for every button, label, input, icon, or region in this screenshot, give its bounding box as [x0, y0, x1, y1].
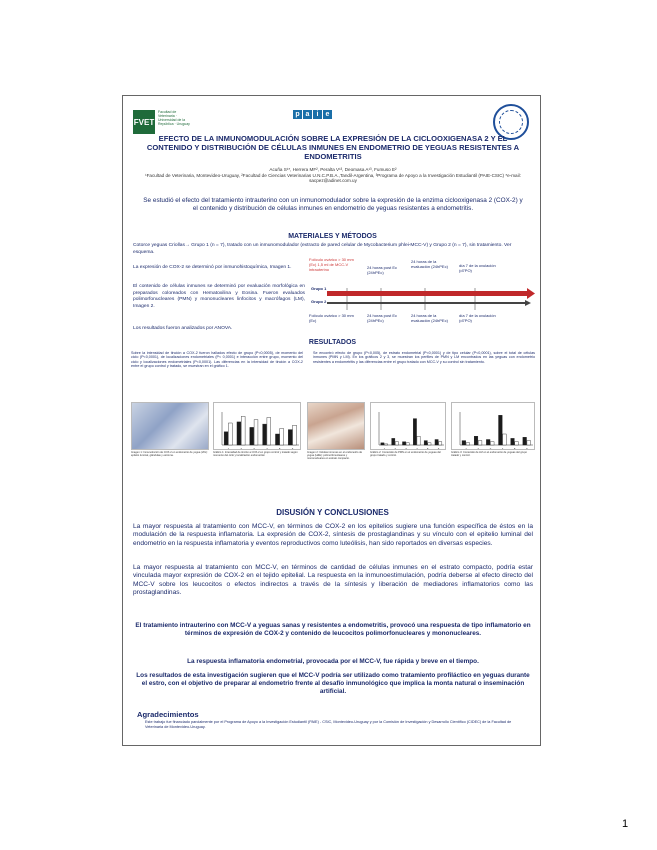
- page-number: 1: [622, 818, 629, 830]
- chart-bar: [515, 442, 519, 445]
- chart-axis: [222, 412, 299, 445]
- timeline-group2: Grupo 2: [311, 299, 327, 304]
- chart-bar: [474, 436, 478, 445]
- timeline-label: día 7 de la ovulación (d7PO): [459, 263, 496, 273]
- timeline-label: 24 horas post Ec (24hPEc): [367, 265, 398, 275]
- chart-tick-label: 3: [253, 447, 255, 450]
- methods-heading: MATERIALES Y MÉTODOS: [288, 233, 377, 240]
- poster: [122, 95, 541, 746]
- affiliations: ¹Facultad de Veterinaria, Montevideo-Uruguay, ²Facultad de Ciencias Veterinarias U.N.C.P.B.A.,Tandil-Argentina, ³Programa de Apoyo a la Investigación Estudiantil (PAIE-CSIC) *e-mail: sacpez@adinet.com.uy: [145, 172, 521, 184]
- chart-bar: [293, 425, 297, 445]
- graph-1: [213, 402, 301, 450]
- acknowledgements-text: Este trabajo fue financiado parcialmente por el Programa de Apoyo a la Investigación Estudiantil (PAIE) - CSIC, Montevideo-Uruguay y por la Comisión de Investigación y Desarrollo Científico (CIDEC) de la Facultad de Veterinaria de Montevideo-Uruguay.: [145, 720, 512, 729]
- graph-1-svg: [214, 403, 301, 450]
- timeline-group1: Grupo 1: [311, 286, 327, 291]
- chart-bar: [395, 442, 398, 445]
- methods-intro: Cotorce yeguas Criollas→ Grupo 1 (n = 7), tratado con un inmunomodulador (extracto de pared celular de Mycobacterium phlei-MCC-V) y Grupo 2 (n = 7), sin tratamiento. Ver esquema.: [133, 243, 512, 255]
- discussion-heading: DISUSIÓN Y CONCLUSIONES: [276, 508, 389, 517]
- experimental-timeline: [309, 258, 537, 338]
- chart-bar: [402, 442, 405, 445]
- chart-bar: [462, 441, 466, 445]
- chart-bar: [499, 415, 503, 445]
- chart-bar: [511, 438, 515, 445]
- histology-image-2: [307, 402, 365, 450]
- discussion-p1: La mayor respuesta al tratamiento con MCC-V, en términos de COX-2 en los epitelios sugiere una función específica de éstos en la modulación de la respuesta inflamatoria. La expresión de COX-2, síntesis de prostaglandinas y su vínculo con el epitelio luminal del endometrio en la respuesta inflamatoria y eventos reproductivos como luteólisis, han sido reportados en diversas especies.: [133, 523, 533, 547]
- caption-image-1: Imagen 1: Inmunotinción de COX-2 en endometrio de yegua (20x): epitelio luminal, glándulas y estroma.: [131, 451, 208, 458]
- methods-cox2: La expresión de COX-2 se determinó por inmunohistoquímica, Imagen 1.: [133, 265, 292, 270]
- conclusion-1: El tratamiento intrauterino con MCC-V a yeguas sanas y resistentes a endometritis, provocó una respuesta de tipo inflamatorio en términos de expresión de COX-2 y contenido de leucocitos polimorfonucleares y mononucleares.: [135, 622, 531, 637]
- chart-bar: [224, 432, 228, 445]
- chart-tick-label: 2: [477, 447, 480, 450]
- chart-bar: [486, 440, 490, 446]
- chart-tick-label: 4: [501, 447, 504, 450]
- chart-tick-label: 4: [266, 447, 268, 450]
- chart-axis: [379, 412, 444, 445]
- chart-bar: [417, 436, 420, 445]
- paie-letter: p: [293, 110, 302, 119]
- chart-tick-label: 5: [426, 447, 429, 450]
- timeline-label: 24 horas post Ec (24hPEc): [367, 313, 398, 323]
- graph-2: [370, 402, 446, 450]
- chart-bar: [384, 444, 387, 445]
- chart-bar: [406, 443, 409, 445]
- timeline-label: 24 horas de la evaluación (24hPEc): [411, 313, 448, 323]
- chart-bar: [228, 423, 232, 445]
- results-heading: RESULTADOS: [308, 339, 357, 346]
- chart-tick-label: 1: [383, 447, 386, 450]
- chart-bar: [241, 416, 245, 445]
- chart-tick-label: 4: [416, 447, 418, 450]
- chart-tick-label: 5: [513, 447, 516, 450]
- chart-bar: [254, 420, 258, 445]
- timeline-label: 24 horas de la evaluación (24hPEc): [411, 259, 448, 269]
- methods-immune-cells: El contenido de células inmunes se determinó por evaluación morfológica en preparados coloreados con Hematoxilina y Eosina. Fueron evaluados polimorfonucleares (PMN) y mononucleares linfocitos y macrófagos (LM), Imagen 2.: [133, 284, 305, 309]
- caption-graph-1: Gráfico 1: Intensidad de tinción a COX-2 en grupo control y tratado según momento del ciclo y localización endometrial.: [213, 451, 298, 458]
- chart-bar: [478, 441, 482, 445]
- chart-tick-label: 1: [465, 447, 467, 450]
- results-right: Se encontró efecto de grupo (P<0,005), de estrato endometrial (P<0,0001) y de tipo celular (P<0,0001), sobre el total de células inmunes (PMN y LM). En los gráficos 2 y 3, se muestran los perfiles de PMN y LM encontrados en las yeguas con endometrio resistentes a endometritis y las diferencias entre el grupo tratado con MCC-V y su control sin tratamiento.: [313, 351, 535, 364]
- timeline-label: Folículo ovárico > 30 mm (Ec): [309, 313, 354, 323]
- chart-bar: [413, 419, 416, 445]
- chart-tick-label: 5: [278, 447, 281, 450]
- chart-bar: [237, 422, 241, 445]
- chart-tick-label: 3: [405, 447, 407, 450]
- conclusion-2: La respuesta inflamatoria endometrial, provocada por el MCC-V, fue rápida y breve en el tiempo.: [187, 658, 479, 665]
- caption-graph-3: Gráfico 3: Contenido de LM en el endometrio de yeguas del grupo tratado y control.: [451, 451, 527, 458]
- acknowledgements-heading: Agradecimientos: [137, 710, 199, 719]
- chart-bar: [466, 443, 470, 445]
- graph-3-svg: [452, 403, 535, 450]
- paie-letter: e: [323, 110, 332, 119]
- chart-bar: [523, 437, 527, 445]
- results-left: Sobre la intensidad de tinción a COX-2 fueron hallados efecto de grupo (P<0,0005), de momento del ciclo (P<0,0001), de localizaciones endometriales (P< 0,0001) e interacción entre grupo, momento del ciclo y localizaciones endometriales (P<0,0001). Las diferencias en la intensidad de tinción a COX-2 entre el grupo control y tratado, se muestran en el gráfico 1.: [131, 351, 303, 369]
- chart-bar: [250, 427, 254, 445]
- chart-tick-label: 1: [227, 447, 230, 450]
- chart-bar: [288, 430, 292, 445]
- caption-graph-2: Gráfico 2: Contenido de PMN en el endometrio de yeguas del grupo tratado y control.: [370, 451, 441, 458]
- paie-letter: i: [313, 110, 322, 119]
- chart-bar: [263, 424, 267, 445]
- chart-tick-label: 2: [240, 447, 243, 450]
- histology-image-1: [131, 402, 209, 450]
- paie-letter: a: [303, 110, 312, 119]
- chart-bar: [392, 438, 395, 445]
- chart-bar: [424, 441, 427, 445]
- paie-logo: [293, 110, 332, 119]
- objective: Se estudió el efecto del tratamiento intrauterino con un inmunomodulador sobre la expresión de la enzima ciclooxigenasa 2 (COX-2) y el contenido y distribución de células inmunes en endometrio de yeguas resistentes a endometritis.: [143, 197, 523, 212]
- chart-axis: [460, 412, 533, 445]
- timeline-arrows: [309, 286, 537, 312]
- chart-tick-label: 3: [489, 447, 492, 450]
- fvet-logo-text: Facultad de Veterinaria · Universidad de la República · Uruguay: [158, 110, 190, 126]
- authors-block: [143, 167, 523, 184]
- chart-bar: [280, 429, 284, 446]
- fvet-logo-mark: FVET: [133, 110, 155, 134]
- chart-bar: [428, 443, 431, 445]
- discussion-p2: La mayor respuesta al tratamiento con MCC-V, en términos de cantidad de células inmunes en el estrato compacto, podría estar vinculada mayor expresión de COX-2 en el tejido epitelial. La respuesta en la inmunoestimulación, podría deberse al efecto directo del MCC-V sobre los leucocitos o efectos indirectos a través de la síntesis y liberación de mediadores inflamatorios como las prostaglandinas.: [133, 564, 533, 597]
- chart-bar: [267, 418, 271, 446]
- chart-bar: [381, 443, 384, 445]
- chart-bar: [490, 442, 494, 445]
- chart-tick-label: 6: [437, 447, 440, 450]
- chart-bar: [527, 441, 531, 445]
- chart-tick-label: 2: [394, 447, 397, 450]
- methods-anova: Los resultados fueron analizados por ANOVA.: [133, 326, 233, 331]
- chart-tick-label: 6: [526, 447, 528, 450]
- conclusion-3: Los resultados de esta investigación sugieren que el MCC-V podría ser utilizado como tratamiento profiláctico en yeguas durante el estro, con el objetivo de preparar al endometrio frente al desafío inmunológico que implica la monta natural o inseminación artificial.: [136, 672, 530, 695]
- poster-title: EFECTO DE LA INMUNOMODULACIÓN SOBRE LA EXPRESIÓN DE LA CICLOOXIGENASA 2 Y EL CONTENIDO Y DISTRIBUCIÓN DE CÉLULAS INMUNES EN ENDOMETRIO DE YEGUAS RESISTENTES A ENDOMETRITIS: [146, 134, 520, 161]
- caption-image-2: Imagen 2: Células inmunes en el endometrio de yegua (H&E): polimorfonucleares y mononucleares en estrato compacto.: [307, 451, 363, 461]
- chart-bar: [503, 434, 507, 445]
- chart-bar: [439, 442, 442, 445]
- timeline-label: Folículo ovárico > 30 mm (Ec) 1,5 ml de MCC-V intrauterino: [309, 257, 354, 272]
- graph-3: [451, 402, 535, 450]
- timeline-label: día 7 de la ovulación (d7PO): [459, 313, 496, 323]
- authors: Acuña S¹*, Herrera MF², Peralta V¹³, Deomasa A¹³, Fumuso E²: [269, 167, 397, 172]
- graph-2-svg: [371, 403, 446, 450]
- chart-tick-label: 6: [291, 447, 294, 450]
- chart-bar: [435, 440, 438, 446]
- chart-bar: [275, 434, 279, 445]
